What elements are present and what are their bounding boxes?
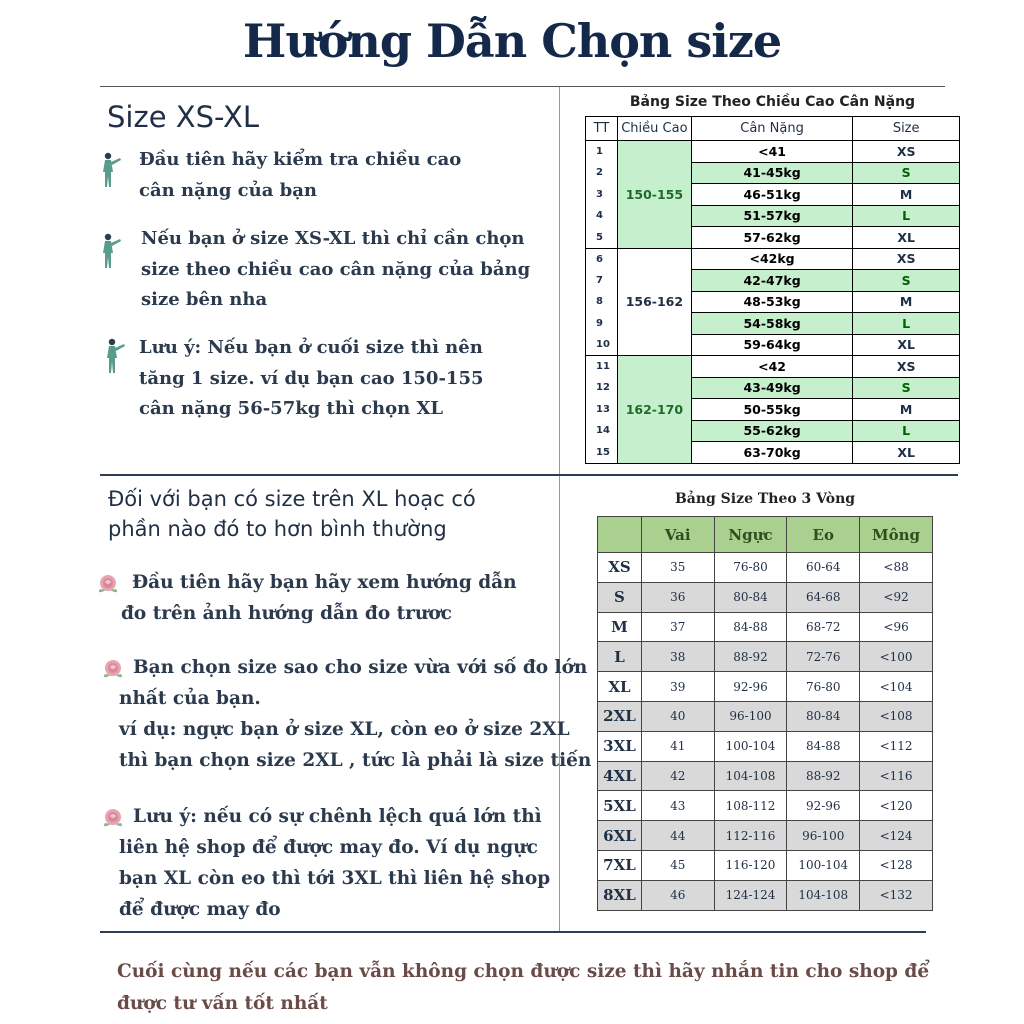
table1-cell-weight: 42-47kg xyxy=(691,270,853,292)
table2-cell-nguc: 116-120 xyxy=(714,850,787,880)
table2-cell-vai: 43 xyxy=(641,791,714,821)
table1-cell-weight: 59-64kg xyxy=(691,334,853,356)
table2-cell-vai: 38 xyxy=(641,642,714,672)
table1-cell-tt: 1 xyxy=(586,141,618,163)
bullet-line: size bên nha xyxy=(141,289,268,310)
table2-cell-eo: 96-100 xyxy=(787,821,860,851)
footer-line: Cuối cùng nếu các bạn vẫn không chọn được size thì hãy nhắn tin cho shop để xyxy=(117,961,930,982)
bullet-line: tăng 1 size. ví dụ bạn cao 150-155 xyxy=(139,367,484,389)
table1-cell-weight: 46-51kg xyxy=(691,184,853,206)
table1-cell-size: XL xyxy=(853,334,960,356)
table1-header-size: Size xyxy=(853,117,960,141)
table1-row xyxy=(586,356,960,378)
table1-cell-tt: 6 xyxy=(586,248,618,270)
table1-cell-tt: 3 xyxy=(586,184,618,206)
table2-cell-nguc: 76-80 xyxy=(714,553,787,583)
table2-cell-nguc: 84-88 xyxy=(714,612,787,642)
table2-cell-vai: 41 xyxy=(641,731,714,761)
table2-cell-nguc: 112-116 xyxy=(714,821,787,851)
middle-divider xyxy=(100,474,958,476)
table2-cell-size: 5XL xyxy=(598,791,642,821)
table1-cell-size: L xyxy=(853,205,960,227)
bullet-line: nhất của bạn. xyxy=(119,688,261,709)
table1-header-tt: TT xyxy=(586,117,618,141)
table2-row xyxy=(598,612,933,642)
bullet-line: bạn XL còn eo thì tới 3XL thì liên hệ shop xyxy=(119,868,551,889)
section2-title-line: phần nào đó to hơn bình thường xyxy=(108,517,447,541)
table2-row xyxy=(598,672,933,702)
table1-cell-weight: <42 xyxy=(691,356,853,378)
table2-cell-eo: 80-84 xyxy=(787,701,860,731)
bullet-line: Bạn chọn size sao cho size vừa với số đo lớn xyxy=(133,657,588,678)
table2-row xyxy=(598,553,933,583)
table1-cell-height: 156-162 xyxy=(617,248,691,356)
bullet-line: Lưu ý: nếu có sự chênh lệch quá lớn thì xyxy=(133,806,542,827)
table2-grid xyxy=(597,516,933,911)
table2-cell-mong: <120 xyxy=(860,791,933,821)
bullet-line: size theo chiều cao cân nặng của bảng xyxy=(141,258,531,280)
table2-cell-mong: <116 xyxy=(860,761,933,791)
table1-cell-tt: 7 xyxy=(586,270,618,292)
table2-cell-mong: <88 xyxy=(860,553,933,583)
table1-cell-weight: 43-49kg xyxy=(691,377,853,399)
bullet-line: cân nặng của bạn xyxy=(139,179,317,201)
table2-row xyxy=(598,880,933,910)
table1-cell-weight: 55-62kg xyxy=(691,420,853,442)
table2-row xyxy=(598,821,933,851)
bullet-line: thì bạn chọn size 2XL , tức là phải là size tiến xyxy=(119,750,592,771)
table1-cell-size: M xyxy=(853,291,960,313)
table2-row xyxy=(598,642,933,672)
table2-cell-eo: 72-76 xyxy=(787,642,860,672)
table2-cell-nguc: 92-96 xyxy=(714,672,787,702)
table2-cell-nguc: 108-112 xyxy=(714,791,787,821)
table2-cell-eo: 92-96 xyxy=(787,791,860,821)
table1-cell-tt: 5 xyxy=(586,227,618,249)
table1-cell-weight: 50-55kg xyxy=(691,399,853,421)
table2-cell-size: XL xyxy=(598,672,642,702)
table1-cell-weight: 48-53kg xyxy=(691,291,853,313)
table2-cell-nguc: 80-84 xyxy=(714,582,787,612)
bullet-line: Đầu tiên hãy bạn hãy xem hướng dẫn xyxy=(132,572,517,593)
table2-cell-vai: 39 xyxy=(641,672,714,702)
table1-cell-size: XL xyxy=(853,442,960,464)
table2-cell-size: 7XL xyxy=(598,850,642,880)
footer-note xyxy=(117,956,930,1020)
table1-cell-tt: 15 xyxy=(586,442,618,464)
table2-cell-size: 3XL xyxy=(598,731,642,761)
bullet-line: để được may đo xyxy=(119,899,281,920)
table2-cell-eo: 84-88 xyxy=(787,731,860,761)
table2-cell-vai: 44 xyxy=(641,821,714,851)
table2-title: Bảng Size Theo 3 Vòng xyxy=(674,491,856,507)
section2-bullet-3 xyxy=(119,801,550,925)
table1-cell-tt: 10 xyxy=(586,334,618,356)
table2-cell-mong: <124 xyxy=(860,821,933,851)
bullet-line: Đầu tiên hãy kiểm tra chiều cao xyxy=(139,149,462,170)
table1-cell-tt: 11 xyxy=(586,356,618,378)
table1-cell-size: S xyxy=(853,162,960,184)
footer-line: được tư vấn tốt nhất xyxy=(117,993,328,1014)
table1-cell-size: L xyxy=(853,313,960,335)
vertical-divider-top xyxy=(559,87,560,475)
table2-cell-eo: 68-72 xyxy=(787,612,860,642)
table2-cell-mong: <108 xyxy=(860,701,933,731)
table2-cell-mong: <96 xyxy=(860,612,933,642)
table2-cell-nguc: 100-104 xyxy=(714,731,787,761)
table2-cell-nguc: 124-124 xyxy=(714,880,787,910)
table1-cell-tt: 4 xyxy=(586,205,618,227)
section1-bullet-2 xyxy=(141,224,530,316)
section2-bullet-2 xyxy=(119,652,591,776)
table2-cell-size: L xyxy=(598,642,642,672)
table2-cell-mong: <92 xyxy=(860,582,933,612)
table1-cell-tt: 13 xyxy=(586,399,618,421)
person-icon xyxy=(100,233,122,269)
table1-cell-tt: 12 xyxy=(586,377,618,399)
table2-cell-size: 4XL xyxy=(598,761,642,791)
table1-grid xyxy=(585,116,960,464)
table1-cell-weight: 57-62kg xyxy=(691,227,853,249)
table2-cell-eo: 60-64 xyxy=(787,553,860,583)
table2-header-vai: Vai xyxy=(641,517,714,553)
section1-title: Size XS-XL xyxy=(107,100,260,134)
section2-title-line: Đối với bạn có size trên XL hoạc có xyxy=(108,487,476,511)
table2-cell-vai: 37 xyxy=(641,612,714,642)
table1-row xyxy=(586,248,960,270)
person-icon xyxy=(100,152,122,188)
bullet-line: liên hệ shop để được may đo. Ví dụ ngực xyxy=(119,837,538,858)
table1-cell-size: XS xyxy=(853,141,960,163)
table2-cell-nguc: 88-92 xyxy=(714,642,787,672)
table2-header-eo: Eo xyxy=(787,517,860,553)
table2-cell-vai: 42 xyxy=(641,761,714,791)
bullet-line: Lưu ý: Nếu bạn ở cuối size thì nên xyxy=(139,337,483,358)
table2-cell-size: M xyxy=(598,612,642,642)
bullet-line: ví dụ: ngực bạn ở size XL, còn eo ở size 2XL xyxy=(119,719,570,740)
body-measurement-size-table xyxy=(597,484,933,911)
table2-row xyxy=(598,850,933,880)
bullet-line: Nếu bạn ở size XS-XL thì chỉ cần chọn xyxy=(141,228,525,249)
table2-cell-vai: 36 xyxy=(641,582,714,612)
table2-cell-eo: 64-68 xyxy=(787,582,860,612)
table2-header-nguc: Ngực xyxy=(714,517,787,553)
table2-cell-mong: <112 xyxy=(860,731,933,761)
section1-bullet-3 xyxy=(139,333,484,425)
table2-cell-vai: 45 xyxy=(641,850,714,880)
table1-cell-weight: <41 xyxy=(691,141,853,163)
rose-icon xyxy=(96,573,120,595)
table2-cell-nguc: 104-108 xyxy=(714,761,787,791)
table2-row xyxy=(598,761,933,791)
table1-cell-weight: 41-45kg xyxy=(691,162,853,184)
table2-cell-vai: 35 xyxy=(641,553,714,583)
bullet-line: cân nặng 56-57kg thì chọn XL xyxy=(139,398,444,419)
page-title: Hướng Dẫn Chọn size xyxy=(242,14,782,68)
table1-cell-height: 150-155 xyxy=(617,141,691,249)
table2-cell-mong: <104 xyxy=(860,672,933,702)
top-divider xyxy=(100,86,945,87)
table2-cell-eo: 100-104 xyxy=(787,850,860,880)
table2-cell-size: 8XL xyxy=(598,880,642,910)
section2-title xyxy=(108,484,476,544)
table2-header-blank xyxy=(598,517,642,553)
table2-row xyxy=(598,791,933,821)
table2-cell-mong: <128 xyxy=(860,850,933,880)
table1-cell-size: XS xyxy=(853,356,960,378)
table1-cell-size: M xyxy=(853,399,960,421)
table2-cell-size: XS xyxy=(598,553,642,583)
table2-cell-eo: 76-80 xyxy=(787,672,860,702)
table1-row xyxy=(586,141,960,163)
table2-cell-nguc: 96-100 xyxy=(714,701,787,731)
table1-cell-size: XL xyxy=(853,227,960,249)
table1-cell-size: S xyxy=(853,270,960,292)
table1-cell-tt: 2 xyxy=(586,162,618,184)
table2-cell-size: S xyxy=(598,582,642,612)
table1-cell-weight: 54-58kg xyxy=(691,313,853,335)
table2-cell-mong: <132 xyxy=(860,880,933,910)
table1-cell-weight: 63-70kg xyxy=(691,442,853,464)
table1-title: Bảng Size Theo Chiều Cao Cân Nặng xyxy=(629,94,916,110)
table2-cell-vai: 40 xyxy=(641,701,714,731)
table1-cell-tt: 8 xyxy=(586,291,618,313)
table1-cell-tt: 9 xyxy=(586,313,618,335)
bottom-divider xyxy=(100,931,926,933)
table2-header-mong: Mông xyxy=(860,517,933,553)
bullet-line: đo trên ảnh hướng dẫn đo trươc xyxy=(121,603,452,624)
section2-bullet-1 xyxy=(121,567,517,629)
table2-cell-size: 6XL xyxy=(598,821,642,851)
table2-cell-size: 2XL xyxy=(598,701,642,731)
section1-bullet-1 xyxy=(139,145,461,206)
table2-cell-mong: <100 xyxy=(860,642,933,672)
table1-cell-weight: <42kg xyxy=(691,248,853,270)
table1-cell-tt: 14 xyxy=(586,420,618,442)
table1-cell-weight: 51-57kg xyxy=(691,205,853,227)
table2-row xyxy=(598,701,933,731)
table1-header-height: Chiều Cao xyxy=(617,117,691,141)
person-icon xyxy=(104,338,126,374)
table1-cell-size: XS xyxy=(853,248,960,270)
table1-header-weight: Cân Nặng xyxy=(691,117,853,141)
table2-row xyxy=(598,731,933,761)
table1-cell-size: L xyxy=(853,420,960,442)
table1-cell-size: S xyxy=(853,377,960,399)
table2-cell-eo: 104-108 xyxy=(787,880,860,910)
table2-cell-vai: 46 xyxy=(641,880,714,910)
table1-cell-size: M xyxy=(853,184,960,206)
table2-row xyxy=(598,582,933,612)
table1-cell-height: 162-170 xyxy=(617,356,691,464)
height-weight-size-table xyxy=(585,90,960,464)
table2-cell-eo: 88-92 xyxy=(787,761,860,791)
